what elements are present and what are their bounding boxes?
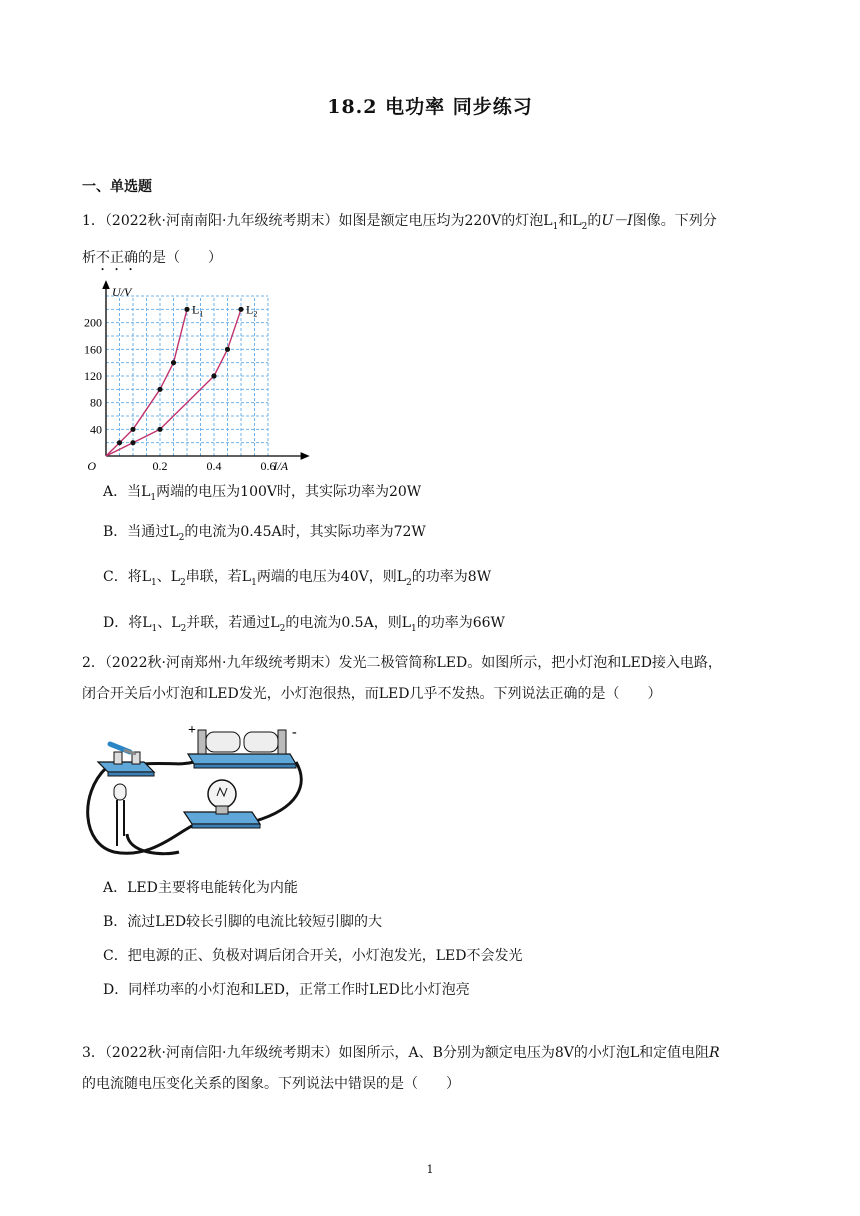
- page-title: 18.2 电功率 同步练习: [327, 96, 533, 118]
- question-1-option: [103, 567, 491, 593]
- question-2-text: 发光二极管简称LED。如图所示，把小灯泡和LED接入电路，: [338, 655, 722, 671]
- chart-axes: [106, 284, 306, 456]
- question-1-line2-b: 的是（ ）: [138, 249, 222, 266]
- option-text: 当: [127, 484, 142, 500]
- option-label: D．: [103, 982, 129, 998]
- option-text: 同样功率的小灯泡和LED，正常工作时LED比小灯泡亮: [128, 982, 470, 998]
- graph-label: U－I: [601, 213, 633, 229]
- option-text: 两端的电压为40V，则: [256, 569, 397, 585]
- question-2-option: [103, 980, 470, 1000]
- question-1-line-1: [82, 206, 782, 243]
- symbol-L2-rendered: $L_2$: [270, 615, 286, 634]
- option-label: A．: [103, 484, 128, 500]
- series-L2-point: [211, 373, 216, 378]
- question-3-line-1: [82, 1038, 782, 1069]
- option-label: B．: [103, 914, 128, 930]
- symbol-L2: $L_2$: [572, 213, 588, 232]
- question-3-number: 3．: [82, 1045, 105, 1061]
- symbol-L1-rendered: $L_1$: [142, 615, 158, 634]
- option-text: 串联，若: [185, 569, 242, 585]
- led: [114, 784, 126, 846]
- option-text: 、: [156, 569, 171, 585]
- x-axis-label: I/A: [273, 459, 289, 472]
- question-3-source: （2022秋·河南信阳·九年级统考期末）: [104, 1045, 339, 1061]
- symbol-R: R: [709, 1045, 720, 1061]
- question-2: [82, 648, 782, 710]
- question-3-line-2: 的电流随电压变化关系的图象。下列说法中错误的是（ ）: [82, 1076, 460, 1092]
- question-1-text-and: 和: [558, 213, 573, 229]
- option-label: A．: [103, 880, 128, 896]
- symbol-L2-rendered: $L_2$: [170, 569, 186, 588]
- y-tick-label: 200: [84, 315, 102, 330]
- page-number: 1: [426, 1163, 434, 1176]
- circuit-diagram: [84, 724, 310, 864]
- origin-label: O: [87, 459, 96, 472]
- symbol-L1-rendered: $L_1$: [141, 569, 157, 588]
- series-L2-point: [130, 440, 135, 445]
- question-3: [82, 1038, 782, 1100]
- x-tick-label: 0.2: [152, 459, 168, 472]
- question-2-option: [103, 946, 522, 966]
- series-L1-point: [117, 440, 122, 445]
- symbol-L2-rendered: $L_2$: [169, 524, 185, 543]
- series-L1-point: [130, 427, 135, 432]
- question-1-option: [103, 482, 421, 508]
- question-1-source: （2022秋·河南南阳·九年级统考期末）: [104, 213, 339, 229]
- option-text: 的电流为0.45A时，其实际功率为72W: [184, 524, 426, 540]
- option-label: C．: [103, 948, 128, 964]
- question-2-number: 2．: [82, 655, 105, 671]
- option-text: LED主要将电能转化为内能: [127, 880, 298, 896]
- u-i-chart: [84, 280, 314, 472]
- battery-minus-label: -: [292, 725, 297, 740]
- wire: [252, 762, 301, 822]
- question-1-line-2: [82, 243, 782, 274]
- question-1-text-end: 图像。下列分: [632, 213, 717, 229]
- series-L2-point: [238, 307, 243, 312]
- question-1-option: [103, 613, 505, 639]
- series-L2-point: [157, 427, 162, 432]
- question-1-number: 1．: [82, 213, 105, 229]
- option-label: D．: [103, 615, 129, 631]
- option-text: 的电流为0.5A，则: [285, 615, 402, 631]
- symbol-L1-rendered: $L_1$: [241, 569, 257, 588]
- symbol-L1-rendered: $L_1$: [401, 615, 417, 634]
- series-L1-point: [171, 360, 176, 365]
- option-label: B．: [103, 524, 128, 540]
- switch: [98, 744, 154, 776]
- series-L1-point: [157, 387, 162, 392]
- wire: [142, 762, 194, 764]
- x-tick-label: 0.6: [260, 459, 276, 472]
- option-text: 流过LED较长引脚的电流比较短引脚的大: [127, 914, 383, 930]
- symbol-L2-rendered: $L_2$: [171, 615, 187, 634]
- lamp: [184, 780, 260, 828]
- option-label: C．: [103, 569, 128, 585]
- symbol-L1: $L_1$: [543, 213, 559, 232]
- question-2-source: （2022秋·河南郑州·九年级统考期末）: [104, 655, 339, 671]
- y-tick-label: 120: [84, 368, 102, 383]
- series-L2-point: [225, 347, 230, 352]
- question-2-option: [103, 878, 298, 898]
- wire: [88, 768, 204, 853]
- y-axis-label: U/V: [112, 285, 132, 299]
- option-text: 把电源的正、负极对调后闭合开关，小灯泡发光，LED不会发光: [127, 948, 523, 964]
- question-1-option: [103, 522, 426, 548]
- question-2-option: [103, 912, 382, 932]
- series-L1-point: [184, 307, 189, 312]
- series-L2-label: $L_2$: [246, 302, 258, 319]
- question-1-line2-a: 析: [82, 249, 96, 266]
- option-text: 的功率为8W: [411, 569, 492, 585]
- option-text: 将: [127, 569, 142, 585]
- y-tick-label: 80: [90, 395, 102, 410]
- x-tick-label: 0.4: [206, 459, 222, 472]
- y-tick-label: 160: [84, 342, 102, 357]
- battery-plus-label: +: [188, 724, 196, 738]
- chart-curves: [106, 307, 244, 456]
- question-1: [82, 206, 782, 274]
- symbol-L1-rendered: $L_1$: [141, 484, 157, 503]
- option-text: 并联，若通过: [186, 615, 271, 631]
- option-text: 当通过: [127, 524, 170, 540]
- option-text: 两端的电压为100V时，其实际功率为20W: [156, 484, 422, 500]
- question-1-text-of: 的: [587, 213, 602, 229]
- section-heading: 一、单选题: [82, 179, 152, 195]
- battery-holder: [188, 724, 297, 768]
- option-text: 、: [157, 615, 172, 631]
- option-text: 的功率为66W: [416, 615, 505, 631]
- y-tick-label: 40: [90, 422, 102, 437]
- question-3-text: 如图所示，A、B分别为额定电压为8V的小灯泡L和定值电阻: [338, 1045, 710, 1061]
- emphasis-not-correct: 不正确: [96, 249, 138, 266]
- question-1-text: 如图是额定电压均为220V的灯泡: [338, 213, 544, 229]
- option-text: 将: [128, 615, 143, 631]
- symbol-L2-rendered: $L_2$: [396, 569, 412, 588]
- question-2-line-2: 闭合开关后小灯泡和LED发光，小灯泡很热，而LED几乎不发热。下列说法正确的是（ ）: [82, 686, 662, 702]
- series-L1-label: $L_1$: [192, 302, 204, 319]
- question-2-line-1: [82, 648, 782, 679]
